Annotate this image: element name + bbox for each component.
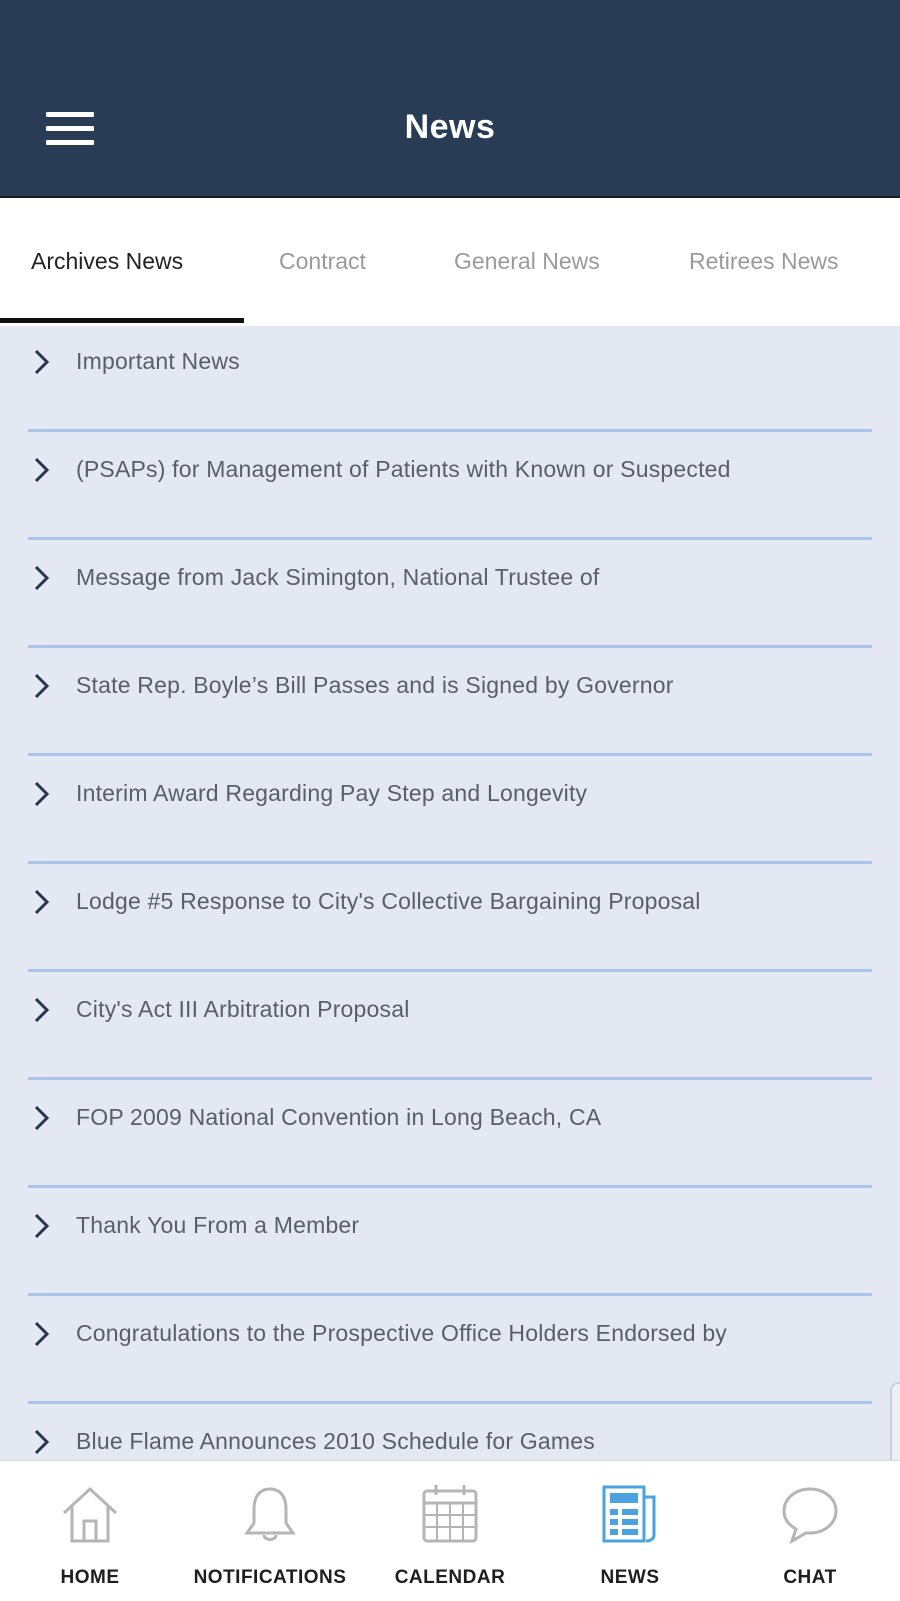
list-item-title: Interim Award Regarding Pay Step and Longevity [76, 780, 588, 806]
divider [28, 969, 872, 972]
list-item-title: City's Act III Arbitration Proposal [76, 996, 410, 1022]
list-item[interactable] [28, 1406, 872, 1460]
list-item[interactable] [28, 434, 872, 540]
nav-notifications[interactable] [180, 1461, 360, 1601]
news-list[interactable] [0, 326, 900, 1460]
list-item[interactable] [28, 866, 872, 972]
chevron-right-icon [30, 347, 52, 377]
tab-retirees-news[interactable]: Retirees News [689, 248, 839, 274]
chevron-right-icon [30, 1427, 52, 1457]
divider [28, 1185, 872, 1188]
list-item-title: Important News [76, 348, 240, 374]
nav-label: HOME [60, 1567, 120, 1588]
tab-archives-news[interactable]: Archives News [31, 248, 184, 274]
nav-label: NEWS [600, 1567, 660, 1588]
nav-chat[interactable] [720, 1461, 900, 1601]
divider [28, 861, 872, 864]
bell-icon [240, 1483, 300, 1545]
app-header [0, 0, 900, 198]
chat-bubble-icon [780, 1483, 840, 1545]
nav-label: CHAT [783, 1567, 837, 1588]
page-title: News [404, 108, 496, 146]
nav-home[interactable] [0, 1461, 180, 1601]
chevron-right-icon [30, 887, 52, 917]
chevron-right-icon [30, 1319, 52, 1349]
list-item-title: FOP 2009 National Convention in Long Beach, CA [76, 1104, 602, 1130]
nav-calendar[interactable] [360, 1461, 540, 1601]
list-item[interactable] [28, 758, 872, 864]
list-item-title: Blue Flame Announces 2010 Schedule for Games [76, 1428, 595, 1454]
list-item-title: (PSAPs) for Management of Patients with Known or Suspected [76, 456, 731, 482]
list-item[interactable] [28, 650, 872, 756]
nav-news[interactable] [540, 1461, 720, 1601]
active-tab-indicator [0, 318, 244, 323]
tab-contract[interactable]: Contract [279, 248, 366, 274]
list-item-title: Congratulations to the Prospective Office Holders Endorsed by [76, 1320, 728, 1346]
divider [28, 1401, 872, 1404]
list-item[interactable] [28, 1298, 872, 1404]
chevron-right-icon [30, 563, 52, 593]
list-item[interactable] [28, 1082, 872, 1188]
calendar-icon [420, 1483, 480, 1545]
divider [28, 537, 872, 540]
scroll-handle[interactable] [890, 1382, 900, 1460]
divider [28, 753, 872, 756]
chevron-right-icon [30, 1211, 52, 1241]
chevron-right-icon [30, 995, 52, 1025]
nav-label: NOTIFICATIONS [193, 1567, 347, 1588]
newspaper-icon [600, 1483, 660, 1545]
list-item[interactable] [28, 326, 872, 432]
divider [28, 1077, 872, 1080]
chevron-right-icon [30, 671, 52, 701]
list-item[interactable] [28, 542, 872, 648]
chevron-right-icon [30, 455, 52, 485]
list-item-title: State Rep. Boyle’s Bill Passes and is Signed by Governor [76, 672, 674, 698]
divider [28, 1293, 872, 1296]
bottom-navigation [0, 1460, 900, 1601]
nav-label: CALENDAR [394, 1567, 506, 1588]
divider [28, 645, 872, 648]
news-tabs [0, 198, 900, 326]
home-icon [60, 1483, 120, 1545]
chevron-right-icon [30, 779, 52, 809]
tab-general-news[interactable]: General News [454, 248, 600, 274]
chevron-right-icon [30, 1103, 52, 1133]
list-item[interactable] [28, 974, 872, 1080]
list-item-title: Lodge #5 Response to City's Collective Bargaining Proposal [76, 888, 701, 914]
divider [28, 429, 872, 432]
list-item-title: Message from Jack Simington, National Trustee of [76, 564, 600, 590]
list-item-title: Thank You From a Member [76, 1212, 360, 1238]
list-item[interactable] [28, 1190, 872, 1296]
